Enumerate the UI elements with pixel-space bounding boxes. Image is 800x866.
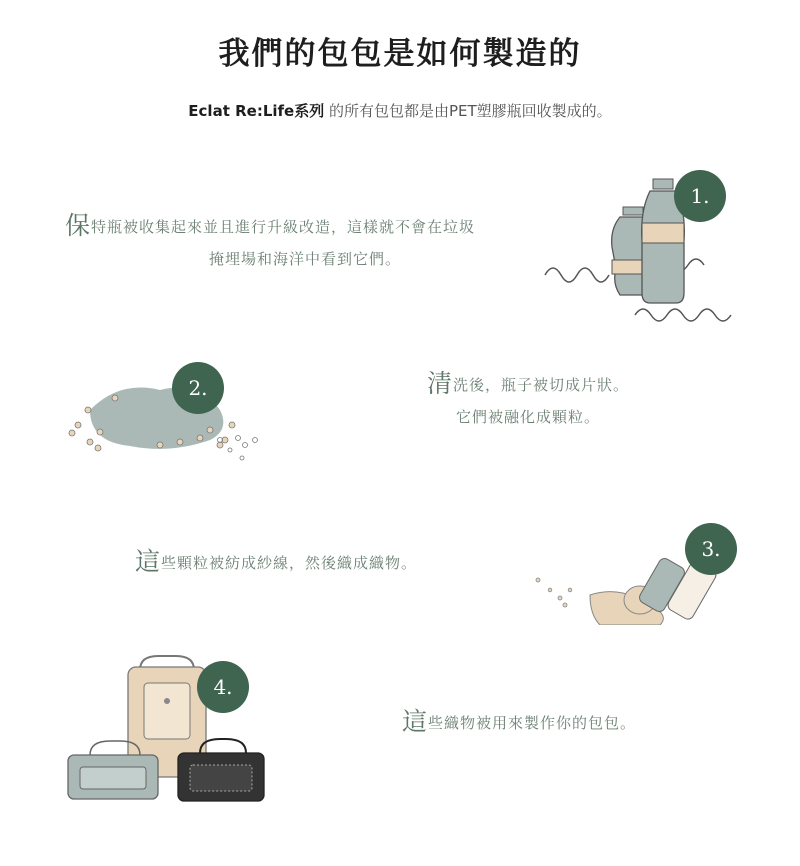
step-1-lead: 保	[65, 211, 92, 240]
step-4-lead: 這	[402, 707, 429, 736]
flakes-pellets-icon	[60, 370, 280, 470]
step-2-text	[418, 368, 638, 433]
step-2-badge: 2.	[172, 362, 224, 414]
step-1-badge: 1.	[674, 170, 726, 222]
brand-name: Eclat Re:Life系列	[188, 102, 325, 120]
step-4-line1: 些織物被用來製作你的包包。	[428, 714, 637, 732]
step-2-lead: 清	[426, 369, 453, 398]
step-3-text	[135, 546, 455, 579]
step-1-text	[65, 210, 505, 275]
step-3-line1: 些顆粒被紡成紗線，然後織成織物。	[161, 554, 418, 572]
page-title: 我們的包包是如何製造的	[218, 36, 582, 72]
step-3-badge: 3.	[685, 523, 737, 575]
step-4-text	[402, 706, 682, 739]
subtitle-text: 的所有包包都是由PET塑膠瓶回收製成的。	[324, 102, 612, 120]
step-2-line1: 洗後，瓶子被切成片狀。	[453, 376, 630, 394]
step-4-badge: 4.	[197, 661, 249, 713]
step-3-lead: 這	[135, 547, 162, 576]
subtitle	[0, 100, 800, 121]
step-1-line1: 特瓶被收集起來並且進行升級改造，這樣就不會在垃圾	[91, 218, 476, 236]
step-2-line2: 它們被融化成顆粒。	[455, 408, 600, 426]
step-1-line2: 掩埋場和海洋中看到它們。	[208, 250, 401, 268]
